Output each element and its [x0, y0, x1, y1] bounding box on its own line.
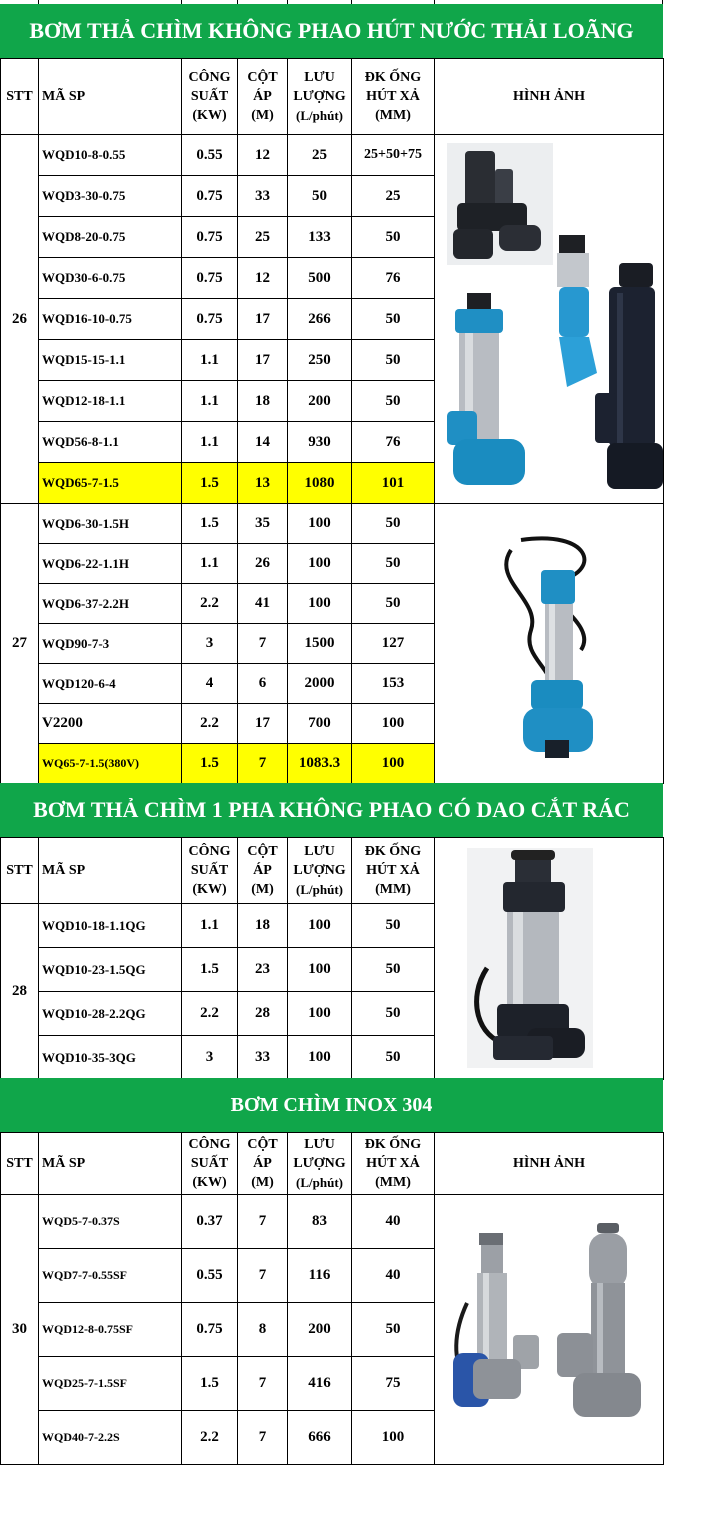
- flow-value: 100: [288, 1036, 352, 1080]
- product-code: WQD7-7-0.55SF: [39, 1249, 182, 1303]
- flow-value: 100: [288, 904, 352, 948]
- power-value: 1.5: [182, 948, 238, 992]
- head-value: 7: [238, 1249, 288, 1303]
- flow-value: 133: [288, 217, 352, 258]
- table-row: [1, 504, 664, 544]
- pipe-value: 100: [352, 1411, 435, 1465]
- table-row: [1, 135, 664, 176]
- product-code: WQD16-10-0.75: [39, 299, 182, 340]
- flow-value: 500: [288, 258, 352, 299]
- header-head: CỘT ÁP (M): [238, 838, 288, 904]
- pipe-value: 50: [352, 340, 435, 381]
- flow-value: 100: [288, 504, 352, 544]
- header-stt: STT: [1, 838, 39, 904]
- flow-value: 50: [288, 176, 352, 217]
- table-row: [1, 1195, 664, 1249]
- product-image-cell: [435, 504, 664, 784]
- pipe-value: 50: [352, 904, 435, 948]
- header-power: CÔNG SUẤT (KW): [182, 1133, 238, 1195]
- pipe-value: 25+50+75: [352, 135, 435, 176]
- power-value: 0.55: [182, 1249, 238, 1303]
- header-head: CỘT ÁP (M): [238, 1133, 288, 1195]
- head-value: 6: [238, 664, 288, 704]
- power-value: 1.1: [182, 904, 238, 948]
- head-value: 7: [238, 1357, 288, 1411]
- head-value: 8: [238, 1303, 288, 1357]
- product-code: V2200: [39, 704, 182, 744]
- power-value: 1.5: [182, 463, 238, 504]
- power-value: 1.5: [182, 1357, 238, 1411]
- head-value: 26: [238, 544, 288, 584]
- group-stt: 26: [1, 135, 39, 504]
- power-value: 2.2: [182, 1411, 238, 1465]
- pipe-value: 50: [352, 217, 435, 258]
- flow-value: 116: [288, 1249, 352, 1303]
- head-value: 25: [238, 217, 288, 258]
- header-image: HÌNH ẢNH: [435, 59, 664, 135]
- flow-value: 1083.3: [288, 744, 352, 784]
- pipe-value: 127: [352, 624, 435, 664]
- product-code: WQD5-7-0.37S: [39, 1195, 182, 1249]
- power-value: 0.37: [182, 1195, 238, 1249]
- head-value: 12: [238, 258, 288, 299]
- power-value: 2.2: [182, 704, 238, 744]
- pipe-value: 100: [352, 704, 435, 744]
- header-image: HÌNH ẢNH: [435, 1133, 664, 1195]
- pipe-value: 40: [352, 1249, 435, 1303]
- product-image-cell: [435, 135, 664, 504]
- power-value: 0.75: [182, 1303, 238, 1357]
- head-value: 7: [238, 744, 288, 784]
- power-value: 0.75: [182, 258, 238, 299]
- header-code: MÃ SP: [39, 59, 182, 135]
- head-value: 41: [238, 584, 288, 624]
- product-table-1: [0, 58, 664, 784]
- product-table-3: [0, 1132, 664, 1465]
- product-code: WQD25-7-1.5SF: [39, 1357, 182, 1411]
- flow-value: 100: [288, 992, 352, 1036]
- power-value: 2.2: [182, 992, 238, 1036]
- header-power: CÔNG SUẤT (KW): [182, 838, 238, 904]
- pipe-value: 75: [352, 1357, 435, 1411]
- header-pipe: ĐK ỐNG HÚT XẢ (MM): [352, 59, 435, 135]
- group-stt: 30: [1, 1195, 39, 1465]
- flow-value: 100: [288, 948, 352, 992]
- header-code: MÃ SP: [39, 1133, 182, 1195]
- product-image-cell: [435, 1195, 664, 1465]
- product-code: WQD30-6-0.75: [39, 258, 182, 299]
- product-code: WQD40-7-2.2S: [39, 1411, 182, 1465]
- flow-value: 83: [288, 1195, 352, 1249]
- product-code: WQD12-18-1.1: [39, 381, 182, 422]
- head-value: 17: [238, 704, 288, 744]
- pipe-value: 50: [352, 1303, 435, 1357]
- power-value: 1.1: [182, 340, 238, 381]
- product-image-cell: [435, 838, 664, 1080]
- pipe-value: 100: [352, 744, 435, 784]
- head-value: 28: [238, 992, 288, 1036]
- section-title-2: BƠM THẢ CHÌM 1 PHA KHÔNG PHAO CÓ DAO CẮT RÁC: [0, 783, 663, 837]
- flow-value: 700: [288, 704, 352, 744]
- head-value: 7: [238, 1411, 288, 1465]
- pipe-value: 50: [352, 948, 435, 992]
- header-flow: LƯU LƯỢNG (L/phút): [288, 1133, 352, 1195]
- head-value: 7: [238, 1195, 288, 1249]
- head-value: 18: [238, 904, 288, 948]
- head-value: 33: [238, 176, 288, 217]
- table-header-row: [1, 59, 664, 135]
- head-value: 13: [238, 463, 288, 504]
- product-code: WQ65-7-1.5(380V): [39, 744, 182, 784]
- power-value: 1.5: [182, 744, 238, 784]
- flow-value: 250: [288, 340, 352, 381]
- pipe-value: 25: [352, 176, 435, 217]
- head-value: 18: [238, 381, 288, 422]
- power-value: 3: [182, 1036, 238, 1080]
- product-code: WQD10-18-1.1QG: [39, 904, 182, 948]
- head-value: 17: [238, 340, 288, 381]
- product-code: WQD6-37-2.2H: [39, 584, 182, 624]
- product-code: WQD8-20-0.75: [39, 217, 182, 258]
- product-code: WQD56-8-1.1: [39, 422, 182, 463]
- group-stt: 27: [1, 504, 39, 784]
- product-code: WQD3-30-0.75: [39, 176, 182, 217]
- header-power: CÔNG SUẤT (KW): [182, 59, 238, 135]
- header-flow: LƯU LƯỢNG (L/phút): [288, 59, 352, 135]
- product-table-2: [0, 837, 664, 1080]
- head-value: 7: [238, 624, 288, 664]
- product-code: WQD10-23-1.5QG: [39, 948, 182, 992]
- pump-photo-icon: [467, 848, 593, 1068]
- power-value: 0.55: [182, 135, 238, 176]
- header-stt: STT: [1, 59, 39, 135]
- head-value: 14: [238, 422, 288, 463]
- product-code: WQD15-15-1.1: [39, 340, 182, 381]
- product-code: WQD90-7-3: [39, 624, 182, 664]
- head-value: 35: [238, 504, 288, 544]
- head-value: 17: [238, 299, 288, 340]
- header-stt: STT: [1, 1133, 39, 1195]
- head-value: 12: [238, 135, 288, 176]
- head-value: 33: [238, 1036, 288, 1080]
- pipe-value: 50: [352, 584, 435, 624]
- group-stt: 28: [1, 904, 39, 1080]
- product-code: WQD12-8-0.75SF: [39, 1303, 182, 1357]
- flow-value: 1080: [288, 463, 352, 504]
- power-value: 1.1: [182, 544, 238, 584]
- pump-photo-icon: [447, 143, 664, 493]
- flow-value: 1500: [288, 624, 352, 664]
- pump-photo-icon: [453, 1223, 653, 1423]
- pipe-value: 76: [352, 258, 435, 299]
- power-value: 0.75: [182, 299, 238, 340]
- flow-value: 2000: [288, 664, 352, 704]
- product-code: WQD6-22-1.1H: [39, 544, 182, 584]
- product-code: WQD10-35-3QG: [39, 1036, 182, 1080]
- flow-value: 100: [288, 544, 352, 584]
- pipe-value: 50: [352, 299, 435, 340]
- section-title-3: BƠM CHÌM INOX 304: [0, 1078, 663, 1132]
- head-value: 23: [238, 948, 288, 992]
- pipe-value: 50: [352, 544, 435, 584]
- pipe-value: 40: [352, 1195, 435, 1249]
- header-code: MÃ SP: [39, 838, 182, 904]
- section-title-1: BƠM THẢ CHÌM KHÔNG PHAO HÚT NƯỚC THẢI LOÃNG: [0, 4, 663, 58]
- pipe-value: 50: [352, 381, 435, 422]
- flow-value: 200: [288, 1303, 352, 1357]
- pipe-value: 76: [352, 422, 435, 463]
- power-value: 3: [182, 624, 238, 664]
- product-code: WQD10-8-0.55: [39, 135, 182, 176]
- power-value: 2.2: [182, 584, 238, 624]
- product-code: WQD120-6-4: [39, 664, 182, 704]
- pipe-value: 50: [352, 504, 435, 544]
- header-head: CỘT ÁP (M): [238, 59, 288, 135]
- flow-value: 930: [288, 422, 352, 463]
- power-value: 1.1: [182, 422, 238, 463]
- flow-value: 25: [288, 135, 352, 176]
- product-code: WQD65-7-1.5: [39, 463, 182, 504]
- power-value: 4: [182, 664, 238, 704]
- pipe-value: 50: [352, 1036, 435, 1080]
- product-code: WQD10-28-2.2QG: [39, 992, 182, 1036]
- header-pipe: ĐK ỐNG HÚT XẢ (MM): [352, 1133, 435, 1195]
- power-value: 0.75: [182, 217, 238, 258]
- flow-value: 666: [288, 1411, 352, 1465]
- pipe-value: 153: [352, 664, 435, 704]
- flow-value: 416: [288, 1357, 352, 1411]
- pipe-value: 50: [352, 992, 435, 1036]
- power-value: 0.75: [182, 176, 238, 217]
- header-pipe: ĐK ỐNG HÚT XẢ (MM): [352, 838, 435, 904]
- pump-photo-icon: [501, 530, 611, 760]
- power-value: 1.5: [182, 504, 238, 544]
- flow-value: 200: [288, 381, 352, 422]
- power-value: 1.1: [182, 381, 238, 422]
- header-flow: LƯU LƯỢNG (L/phút): [288, 838, 352, 904]
- pipe-value: 101: [352, 463, 435, 504]
- product-code: WQD6-30-1.5H: [39, 504, 182, 544]
- table-header-row: [1, 1133, 664, 1195]
- table-header-row: [1, 838, 664, 904]
- flow-value: 100: [288, 584, 352, 624]
- flow-value: 266: [288, 299, 352, 340]
